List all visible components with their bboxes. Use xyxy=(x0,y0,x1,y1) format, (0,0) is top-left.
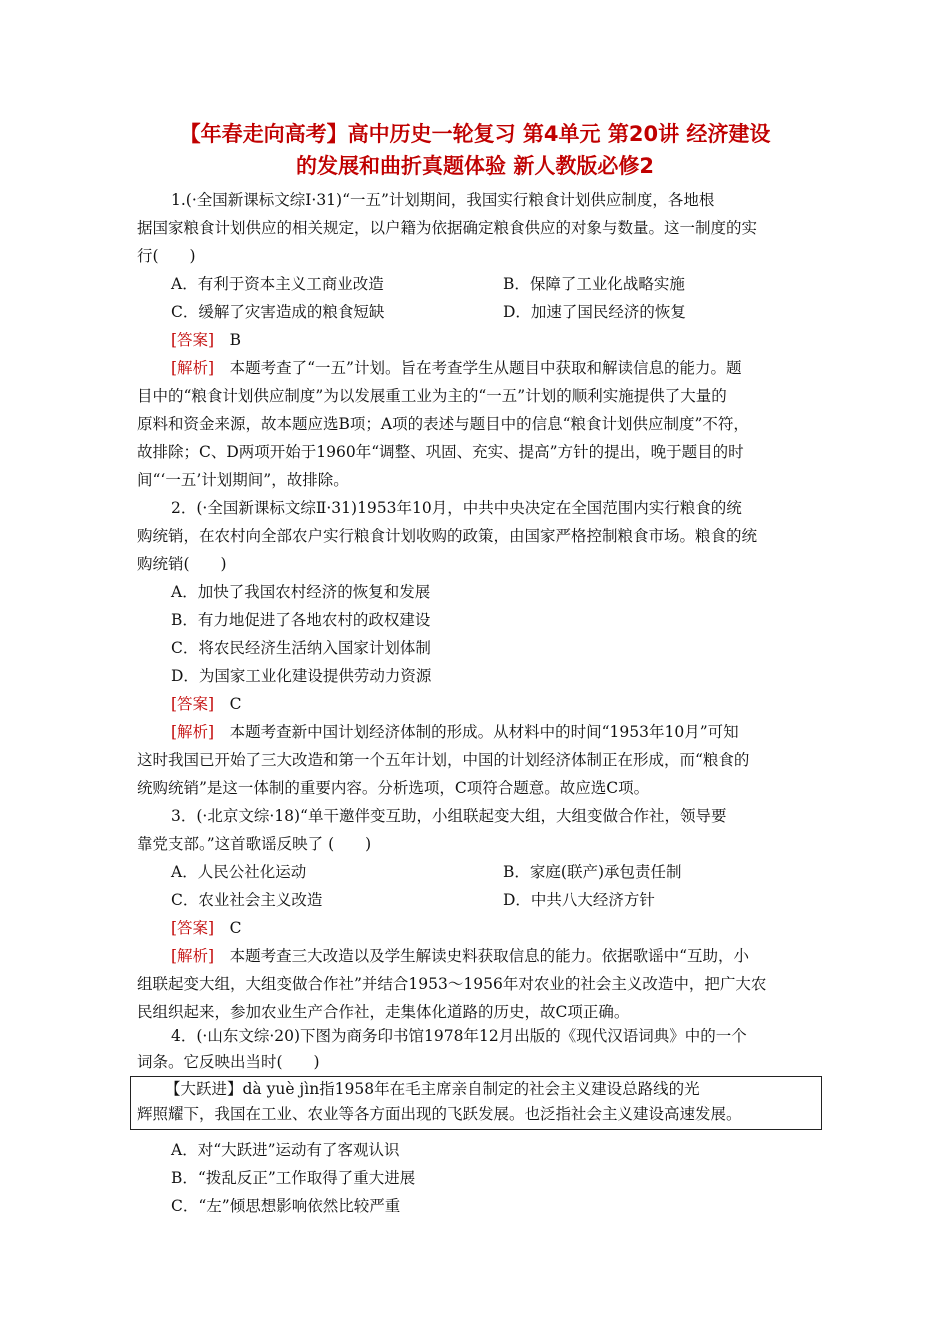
q3-analysis-line-1 xyxy=(171,942,749,970)
q1-analysis-line-3: 原料和资金来源，故本题应选B项；A项的表述与题目中的信息“粮食计划供应制度”不符， xyxy=(137,415,749,433)
answer-value: C xyxy=(229,695,242,713)
q3-option-b: B．家庭(联产)承包责任制 xyxy=(503,863,682,881)
analysis-label: [解析] xyxy=(171,947,215,965)
analysis-text: 本题考查三大改造以及学生解读史料获取信息的能力。依据歌谣中“互助，小 xyxy=(229,947,750,965)
analysis-label: [解析] xyxy=(171,723,215,741)
document-title-line-2: 的发展和曲折真题体验 新人教版必修2 xyxy=(296,154,654,178)
answer-value: C xyxy=(229,919,242,937)
q1-answer xyxy=(171,326,241,354)
q2-stem-line-3: 购统销( ) xyxy=(137,555,227,573)
q1-analysis-line-5: 间“‘一五’计划期间”，故排除。 xyxy=(137,471,349,489)
q3-stem-line-1: 3．(·北京文综·18)“单干邀伴变互助，小组联起变大组，大组变做合作社，领导要 xyxy=(171,807,727,825)
q3-stem-line-2: 靠党支部。”这首歌谣反映了 ( ) xyxy=(137,835,372,853)
q1-analysis-line-4: 故排除；C、D两项开始于1960年“调整、巩固、充实、提高”方针的提出，晚于题目的时 xyxy=(137,443,744,461)
q1-analysis-line-2: 目中的“粮食计划供应制度”为以发展重工业为主的“一五”计划的顺利实施提供了大量的 xyxy=(137,387,727,405)
q4-option-c: C．“左”倾思想影响依然比较严重 xyxy=(171,1197,401,1215)
q3-analysis-line-2: 组联起变大组，大组变做合作社”并结合1953～1956年对农业的社会主义改造中，把广大农 xyxy=(137,975,767,993)
answer-label: [答案] xyxy=(171,919,215,937)
q4-stem-line-1: 4．(·山东文综·20)下图为商务印书馆1978年12月出版的《现代汉语词典》中的一个 xyxy=(171,1027,747,1045)
q1-stem-line-1: 1.(·全国新课标文综Ⅰ·31)“一五”计划期间，我国实行粮食计划供应制度，各地根 xyxy=(171,191,715,209)
q3-answer xyxy=(171,914,242,942)
dictionary-entry-line-2: 辉照耀下，我国在工业、农业等各方面出现的飞跃发展。也泛指社会主义建设高速发展。 xyxy=(137,1105,742,1123)
q3-option-c: C．农业社会主义改造 xyxy=(171,891,323,909)
answer-label: [答案] xyxy=(171,695,215,713)
q2-option-b: B．有力地促进了各地农村的政权建设 xyxy=(171,611,431,629)
q1-option-a: A．有利于资本主义工商业改造 xyxy=(171,275,384,293)
q4-option-b: B．“拨乱反正”工作取得了重大进展 xyxy=(171,1169,416,1187)
q3-option-d: D．中共八大经济方针 xyxy=(503,891,655,909)
q2-option-d: D．为国家工业化建设提供劳动力资源 xyxy=(171,667,432,685)
dictionary-entry-line-1: 【大跃进】dà yuè jìn指1958年在毛主席亲自制定的社会主义建设总路线的光 xyxy=(165,1080,700,1098)
q2-analysis-line-3: 统购统销”是这一体制的重要内容。分析选项，C项符合题意。故应选C项。 xyxy=(137,779,650,797)
q1-option-c: C．缓解了灾害造成的粮食短缺 xyxy=(171,303,385,321)
answer-label: [答案] xyxy=(171,331,215,349)
q3-option-a: A．人民公社化运动 xyxy=(171,863,307,881)
q2-option-c: C．将农民经济生活纳入国家计划体制 xyxy=(171,639,431,657)
q1-option-b: B．保障了工业化战略实施 xyxy=(503,275,685,293)
document-title-line-1: 【年春走向高考】高中历史一轮复习 第4单元 第20讲 经济建设 xyxy=(179,122,771,146)
q1-option-d: D．加速了国民经济的恢复 xyxy=(503,303,686,321)
q2-option-a: A．加快了我国农村经济的恢复和发展 xyxy=(171,583,431,601)
q1-stem-line-3: 行( ) xyxy=(137,247,196,265)
q2-stem-line-2: 购统销，在农村向全部农户实行粮食计划收购的政策，由国家严格控制粮食市场。粮食的统 xyxy=(137,527,758,545)
q3-analysis-line-3: 民组织起来，参加农业生产合作社，走集体化道路的历史，故C项正确。 xyxy=(137,1003,630,1021)
answer-value: B xyxy=(229,331,242,349)
q2-analysis-line-2: 这时我国已开始了三大改造和第一个五年计划，中国的计划经济体制正在形成，而“粮食的 xyxy=(137,751,750,769)
q4-option-a: A．对“大跃进”运动有了客观认识 xyxy=(171,1141,400,1159)
q1-analysis-line-1 xyxy=(171,354,741,382)
analysis-text: 本题考查新中国计划经济体制的形成。从材料中的时间“1953年10月”可知 xyxy=(229,723,739,741)
q4-stem-line-2: 词条。它反映出当时( ) xyxy=(137,1053,320,1071)
q2-stem-line-1: 2．(·全国新课标文综Ⅱ·31)1953年10月，中共中央决定在全国范围内实行粮食的统 xyxy=(171,499,742,517)
q2-answer xyxy=(171,690,242,718)
q2-analysis-line-1 xyxy=(171,718,739,746)
q1-stem-line-2: 据国家粮食计划供应的相关规定，以户籍为依据确定粮食供应的对象与数量。这一制度的实 xyxy=(137,219,758,237)
analysis-label: [解析] xyxy=(171,359,215,377)
analysis-text: 本题考查了“一五”计划。旨在考查学生从题目中获取和解读信息的能力。题 xyxy=(229,359,742,377)
